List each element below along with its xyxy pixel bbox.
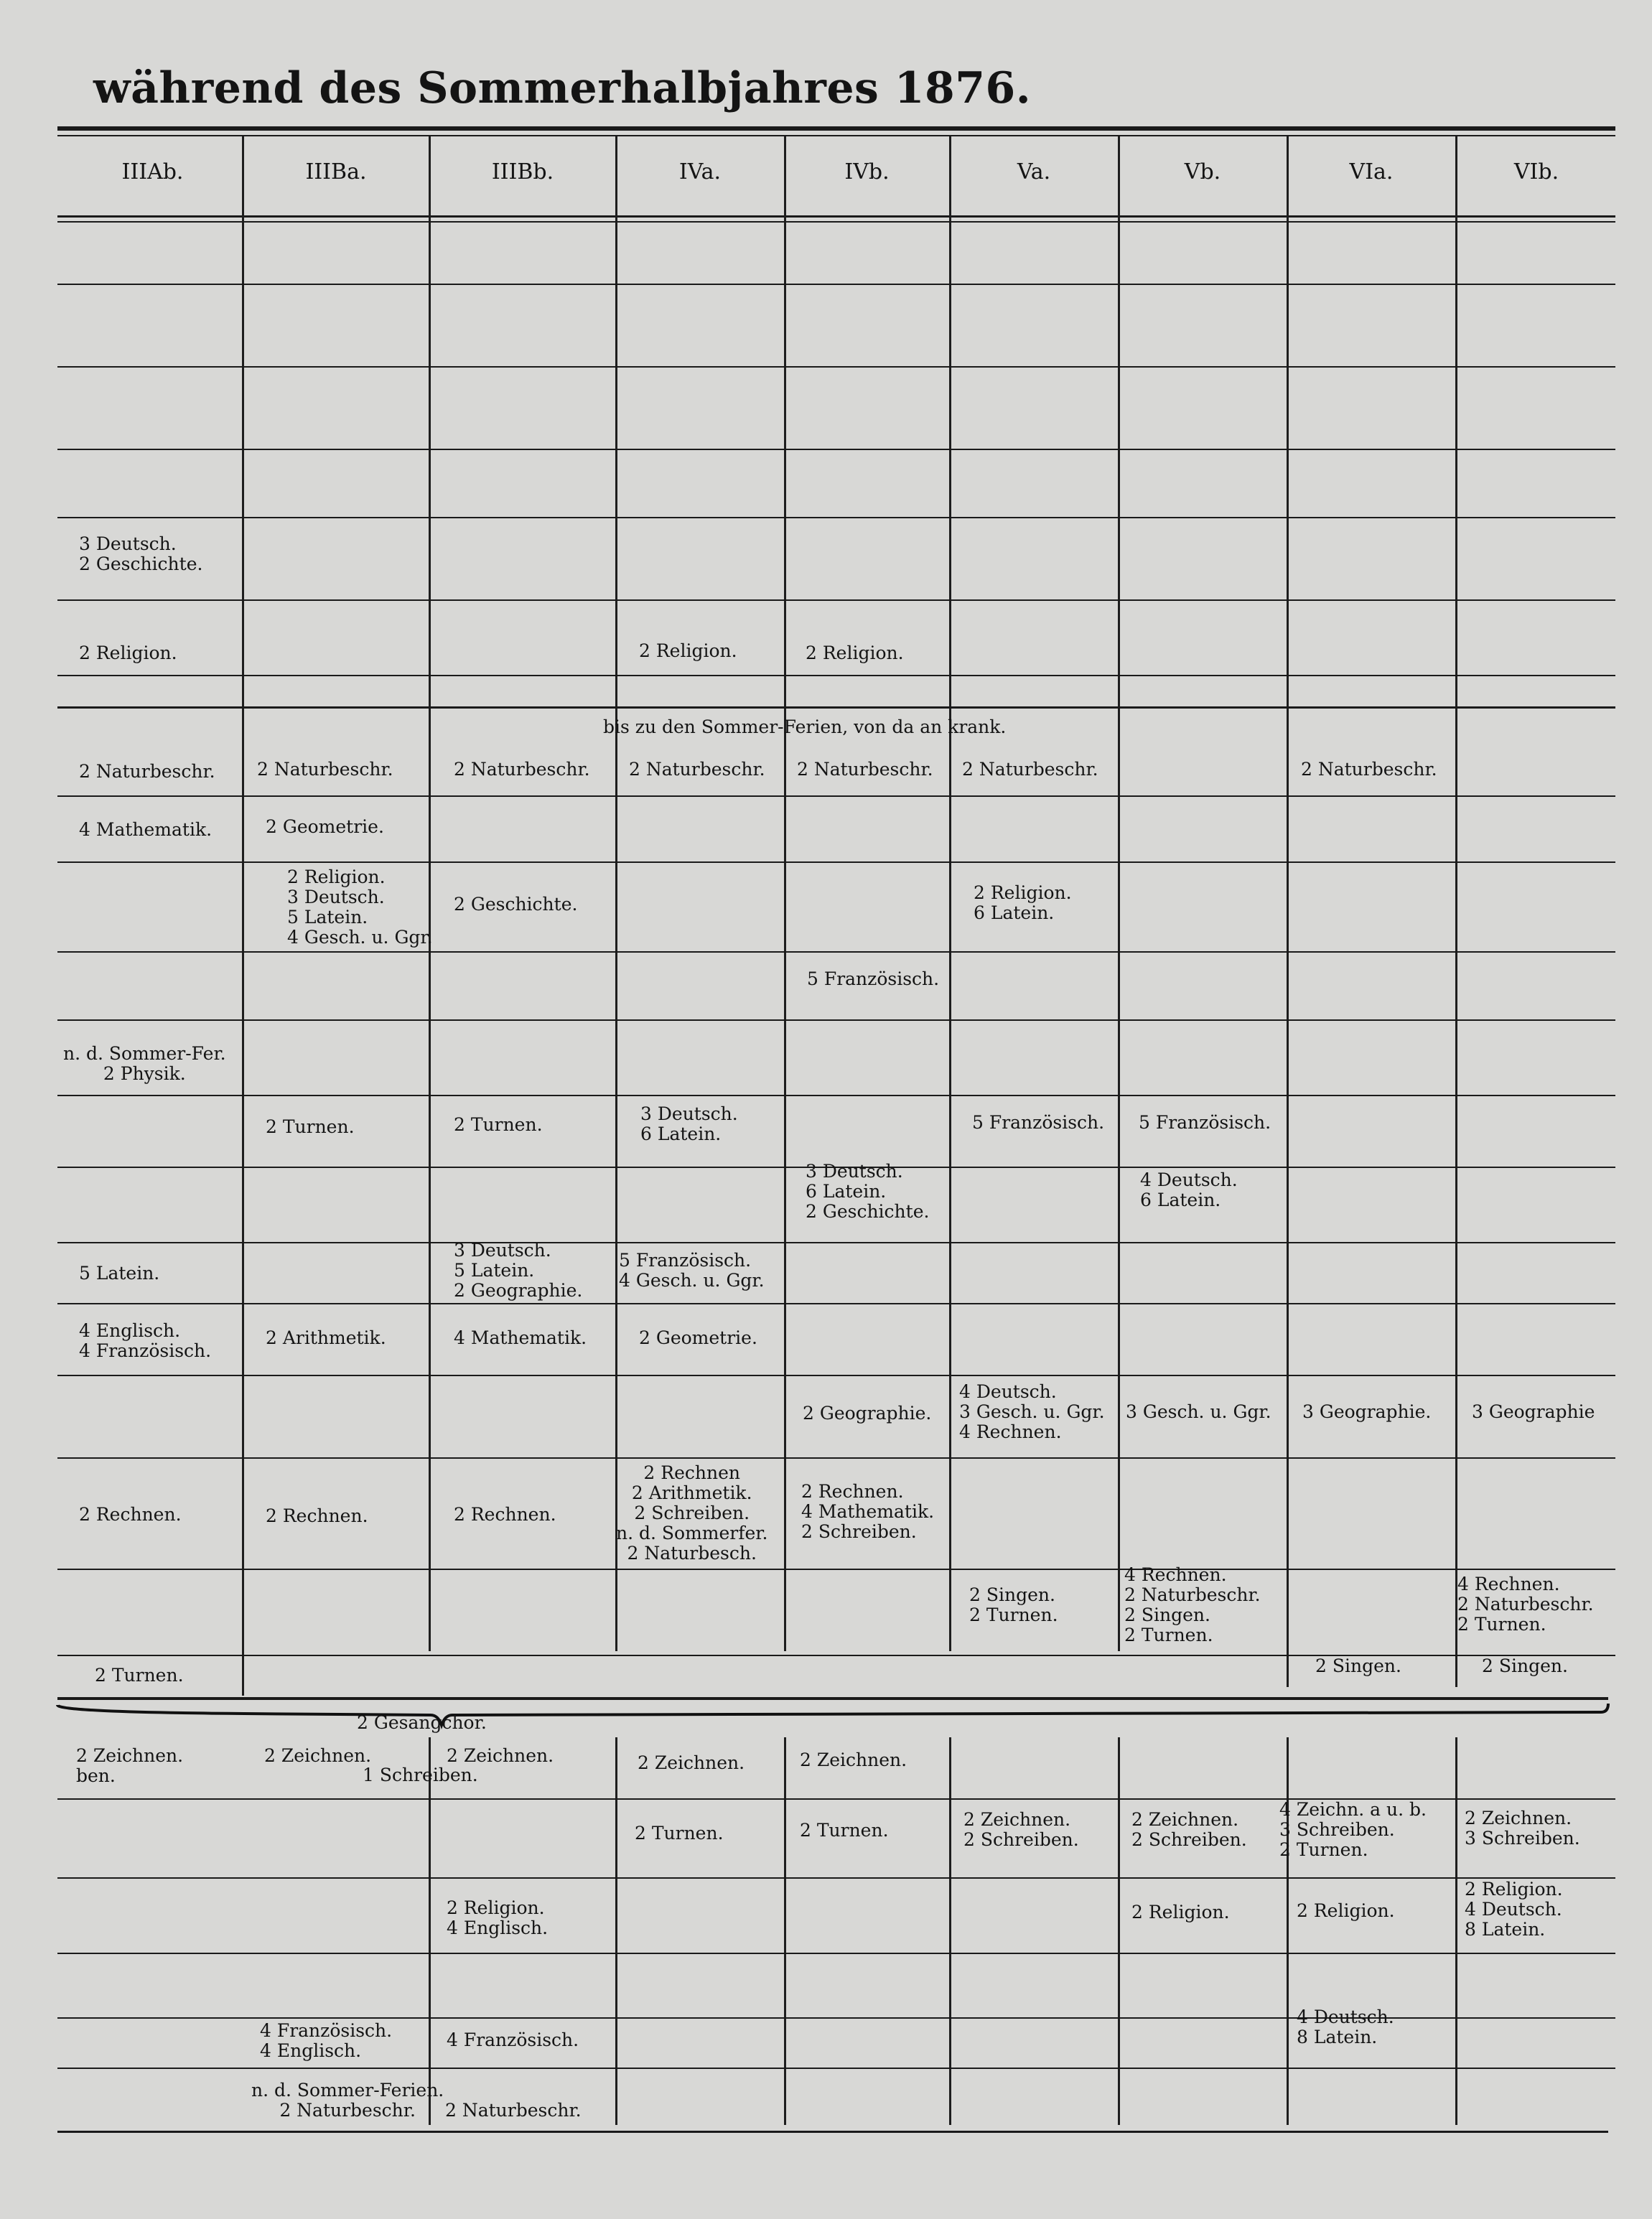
cell-IIIAb-latein: 5 Latein. bbox=[79, 1263, 160, 1284]
row-line bbox=[57, 1457, 1615, 1459]
cell-IIIBb-naturbeschr: 2 Naturbeschr. bbox=[454, 759, 590, 780]
cell-VIa-naturbeschr: 2 Naturbeschr. bbox=[1301, 759, 1437, 780]
col-header-IVa: IVa. bbox=[678, 159, 722, 184]
cell-Vb-deutsch-latein: 4 Deutsch. 6 Latein. bbox=[1140, 1169, 1238, 1210]
col-rule-7 bbox=[1287, 136, 1289, 1687]
cell-IIIAb-religion: 2 Religion. bbox=[79, 643, 177, 663]
cell-IVb-deutsch-latein-geschichte: 3 Deutsch. 6 Latein. 2 Geschichte. bbox=[806, 1161, 930, 1222]
cell-IIIAb-deutsch-geschichte: 3 Deutsch. 2 Geschichte. bbox=[79, 533, 203, 574]
row-line bbox=[57, 1375, 1615, 1376]
cell-IIIBa-zeichnen: 2 Zeichnen. bbox=[264, 1745, 372, 1766]
cell-IIIAb-mathematik: 4 Mathematik. bbox=[79, 819, 213, 840]
cell-IVa-geometrie: 2 Geometrie. bbox=[639, 1327, 757, 1348]
row-line bbox=[57, 1953, 1615, 1954]
lower-col-rule-1 bbox=[429, 1737, 431, 2125]
cell-Va-franzoesisch: 5 Französisch. bbox=[972, 1112, 1105, 1133]
cell-Va-singen-turnen: 2 Singen. 2 Turnen. bbox=[969, 1584, 1058, 1625]
rule-page-bottom bbox=[57, 2131, 1608, 2133]
lower-col-rule-5 bbox=[1118, 1737, 1120, 2125]
cell-IIIBb-naturbeschr: 2 Naturbeschr. bbox=[445, 2100, 582, 2121]
row-line bbox=[57, 599, 1615, 601]
cell-IIIAb-turnen: 2 Turnen. bbox=[95, 1665, 184, 1686]
cell-VIb-religion-block: 2 Religion. 4 Deutsch. 8 Latein. bbox=[1465, 1879, 1563, 1940]
row-line bbox=[57, 2068, 1615, 2069]
cell-Vb-religion: 2 Religion. bbox=[1131, 1902, 1230, 1923]
rule-krank bbox=[57, 706, 1615, 709]
row-line bbox=[57, 951, 1615, 953]
cell-IIIBa-naturbeschr-nach-ferien: n. d. Sommer-Ferien. 2 Naturbeschr. bbox=[251, 2080, 444, 2121]
top-rule-thin bbox=[57, 135, 1615, 136]
note-schreiben: 1 Schreiben. bbox=[363, 1765, 478, 1785]
row-line bbox=[57, 1303, 1615, 1304]
cell-Va-religion-latein: 2 Religion. 6 Latein. bbox=[974, 882, 1072, 923]
cell-IIIAb-englisch-franzoesisch: 4 Englisch. 4 Französisch. bbox=[79, 1320, 212, 1361]
col-rule-3 bbox=[615, 136, 617, 1651]
cell-VIa-deutsch-latein: 4 Deutsch. 8 Latein. bbox=[1297, 2007, 1394, 2047]
col-header-IIIBb: IIIBb. bbox=[491, 159, 554, 184]
cell-IVa-naturbeschr: 2 Naturbeschr. bbox=[629, 759, 765, 780]
cell-VIb-zeichnen-schreiben: 2 Zeichnen. 3 Schreiben. bbox=[1465, 1808, 1580, 1849]
cell-IIIAb-naturbeschr: 2 Naturbeschr. bbox=[79, 761, 215, 782]
cell-Vb-rechnen-block: 4 Rechnen. 2 Naturbeschr. 2 Singen. 2 Turnen. bbox=[1124, 1564, 1261, 1645]
lower-col-rule-4 bbox=[949, 1737, 951, 2125]
cell-VIb-rechnen-block: 4 Rechnen. 2 Naturbeschr. 2 Turnen. bbox=[1457, 1574, 1594, 1635]
cell-IIIBb-deutsch-latein-geographie: 3 Deutsch. 5 Latein. 2 Geographie. bbox=[454, 1240, 583, 1301]
row-line bbox=[57, 1019, 1615, 1021]
cell-IVb-franzoesisch: 5 Französisch. bbox=[807, 968, 940, 989]
cell-Va-naturbeschr: 2 Naturbeschr. bbox=[962, 759, 1098, 780]
cell-Vb-zeichnen-schreiben: 2 Zeichnen. 2 Schreiben. bbox=[1131, 1809, 1247, 1850]
cell-VIa-religion: 2 Religion. bbox=[1297, 1900, 1395, 1921]
section-brace bbox=[0, 1691, 1652, 1734]
cell-IIIBb-geschichte: 2 Geschichte. bbox=[454, 894, 578, 915]
header-rule-1 bbox=[57, 215, 1615, 218]
col-rule-1 bbox=[242, 136, 244, 1696]
cell-IIIBb-religion-englisch: 2 Religion. 4 Englisch. bbox=[447, 1897, 549, 1938]
cell-Va-zeichnen-schreiben: 2 Zeichnen. 2 Schreiben. bbox=[963, 1809, 1079, 1850]
cell-IIIBa-block: 2 Religion. 3 Deutsch. 5 Latein. 4 Gesch. u. Ggr. bbox=[287, 866, 433, 948]
lower-col-rule-7 bbox=[1455, 1737, 1457, 2125]
cell-IIIAb-rechnen: 2 Rechnen. bbox=[79, 1504, 182, 1525]
header-rule-2 bbox=[57, 221, 1615, 223]
note-gesangchor: 2 Gesangchor. bbox=[357, 1712, 487, 1733]
col-header-IIIAb: IIIAb. bbox=[121, 159, 184, 184]
lower-col-rule-6 bbox=[1287, 1737, 1289, 2125]
col-header-Va: Va. bbox=[1017, 159, 1051, 184]
page-title: während des Sommerhalbjahres 1876. bbox=[93, 63, 1032, 113]
lower-col-rule-3 bbox=[784, 1737, 786, 2125]
row-line bbox=[57, 517, 1615, 518]
cell-VIa-singen: 2 Singen. bbox=[1315, 1655, 1401, 1676]
col-header-VIa: VIa. bbox=[1349, 159, 1394, 184]
cell-VIa-zeichn-block: 4 Zeichn. a u. b. 3 Schreiben. 2 Turnen. bbox=[1279, 1799, 1427, 1860]
col-rule-5 bbox=[949, 136, 951, 1651]
cell-IIIBb-mathematik: 4 Mathematik. bbox=[454, 1327, 587, 1348]
note-krank: bis zu den Sommer-Ferien, von da an krank. bbox=[603, 716, 1007, 737]
cell-IVa-religion: 2 Religion. bbox=[639, 640, 737, 661]
col-rule-4 bbox=[784, 136, 786, 1651]
col-header-Vb: Vb. bbox=[1184, 159, 1221, 184]
row-line bbox=[57, 366, 1615, 368]
cell-IVb-religion: 2 Religion. bbox=[806, 643, 904, 663]
cell-IIIBb-zeichnen: 2 Zeichnen. bbox=[447, 1745, 554, 1766]
cell-IIIBa-geometrie: 2 Geometrie. bbox=[266, 816, 384, 837]
row-line bbox=[57, 1095, 1615, 1096]
cell-IVa-franzoesisch-gesch: 5 Französisch. 4 Gesch. u. Ggr. bbox=[619, 1250, 765, 1291]
cell-IIIBb-rechnen: 2 Rechnen. bbox=[454, 1504, 556, 1525]
col-rule-8 bbox=[1455, 136, 1457, 1687]
cell-Vb-gesch: 3 Gesch. u. Ggr. bbox=[1126, 1401, 1271, 1422]
cell-IVa-turnen: 2 Turnen. bbox=[635, 1823, 724, 1844]
cell-IVb-rechnen-block: 2 Rechnen. 4 Mathematik. 2 Schreiben. bbox=[801, 1481, 935, 1542]
cell-IVb-geographie: 2 Geographie. bbox=[803, 1403, 932, 1424]
cell-IIIBb-franzoesisch: 4 Französisch. bbox=[447, 2029, 579, 2050]
row-line bbox=[57, 675, 1615, 676]
cell-IVb-zeichnen: 2 Zeichnen. bbox=[800, 1749, 907, 1770]
row-line bbox=[57, 284, 1615, 285]
row-line bbox=[57, 795, 1615, 797]
col-rule-6 bbox=[1118, 136, 1120, 1651]
cell-IVa-rechnen-block: 2 Rechnen 2 Arithmetik. 2 Schreiben. n. d. Sommerfer. 2 Naturbesch. bbox=[616, 1462, 768, 1564]
col-header-IVb: IVb. bbox=[844, 159, 890, 184]
row-line bbox=[57, 1242, 1615, 1243]
cell-IIIBa-arithmetik: 2 Arithmetik. bbox=[266, 1327, 386, 1348]
cell-IVb-naturbeschr: 2 Naturbeschr. bbox=[797, 759, 933, 780]
cell-IIIBa-franzoesisch-englisch: 4 Französisch. 4 Englisch. bbox=[260, 2020, 393, 2061]
cell-IVa-zeichnen: 2 Zeichnen. bbox=[638, 1752, 745, 1773]
col-header-VIb: VIb. bbox=[1513, 159, 1559, 184]
cell-VIb-geographie: 3 Geographie bbox=[1472, 1401, 1595, 1422]
row-line bbox=[57, 1877, 1615, 1879]
cell-VIb-singen: 2 Singen. bbox=[1482, 1655, 1568, 1676]
row-line bbox=[57, 1569, 1615, 1570]
row-line bbox=[57, 449, 1615, 450]
cell-Vb-franzoesisch: 5 Französisch. bbox=[1139, 1112, 1271, 1133]
cell-VIa-geographie: 3 Geographie. bbox=[1302, 1401, 1432, 1422]
cell-IIIBb-turnen: 2 Turnen. bbox=[454, 1114, 543, 1135]
cell-Va-deutsch-gesch-rechnen: 4 Deutsch. 3 Gesch. u. Ggr. 4 Rechnen. bbox=[959, 1381, 1105, 1442]
cell-IVb-turnen: 2 Turnen. bbox=[800, 1820, 889, 1841]
cell-IIIBa-turnen: 2 Turnen. bbox=[266, 1116, 355, 1137]
cell-IIIBa-naturbeschr: 2 Naturbeschr. bbox=[257, 759, 393, 780]
row-line bbox=[57, 861, 1615, 863]
col-header-IIIBa: IIIBa. bbox=[305, 159, 367, 184]
top-rule-thick bbox=[57, 126, 1615, 131]
cell-IIIAb-physik: n. d. Sommer-Fer. 2 Physik. bbox=[63, 1043, 226, 1084]
cell-IIIAb-zeichnen: 2 Zeichnen. ben. bbox=[76, 1745, 184, 1786]
cell-IVa-deutsch-latein: 3 Deutsch. 6 Latein. bbox=[640, 1103, 738, 1144]
cell-IIIBa-rechnen: 2 Rechnen. bbox=[266, 1505, 368, 1526]
lower-col-rule-2 bbox=[615, 1737, 617, 2125]
